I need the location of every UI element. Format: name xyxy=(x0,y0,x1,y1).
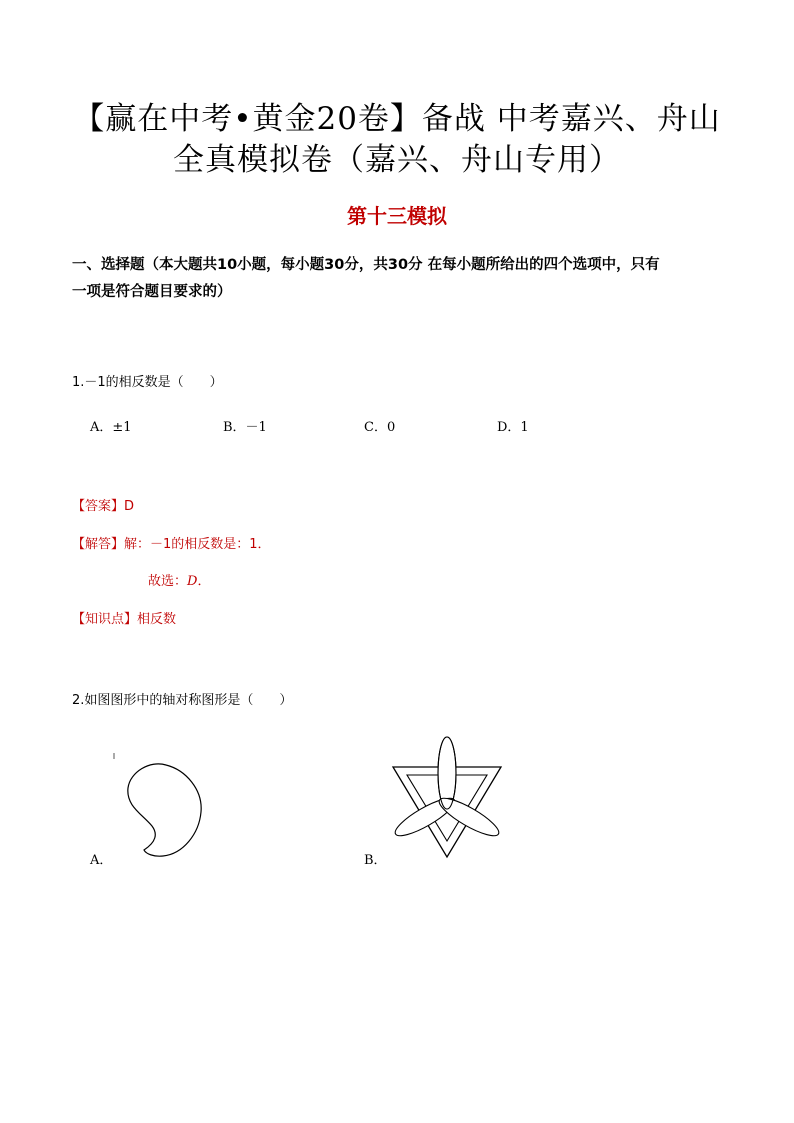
question-2-option-b: B． xyxy=(364,853,387,868)
section-header-line-1: 一、选择题（本大题共10小题，每小题30分，共30分 在每小题所给出的四个选项中，只有 xyxy=(72,257,660,273)
choice-suffix: ． xyxy=(197,574,211,589)
section-header-line-2: 一项是符合题目要求的） xyxy=(72,284,232,300)
document-subtitle: 第十三模拟 xyxy=(347,204,447,228)
figure-a-outline xyxy=(128,764,201,856)
figure-b-triangle-ellipses xyxy=(385,733,510,861)
solution-text: 解：－1的相反数是：1． xyxy=(124,537,271,552)
question-1-option-c: C．0 xyxy=(364,420,396,435)
answer-tag: 【答案】 xyxy=(72,499,125,514)
question-1-stem: 1.－1的相反数是（ ） xyxy=(72,375,223,390)
choice-value: D xyxy=(187,574,198,589)
solution-tag: 【解答】 xyxy=(72,537,125,552)
question-1-answer xyxy=(72,495,134,514)
question-1-option-b: B．－1 xyxy=(223,420,267,435)
choice-prefix: 故选： xyxy=(148,574,188,589)
section-header xyxy=(72,252,732,306)
figure-b-ellipse-right xyxy=(435,792,503,842)
question-1-option-d: D．1 xyxy=(497,420,529,435)
document-title-line-2: 全真模拟卷（嘉兴、舟山专用） xyxy=(173,142,621,178)
question-1-choice xyxy=(148,570,210,589)
question-2-option-a: A． xyxy=(90,853,113,868)
document-title-line-1: 【赢在中考•黄金20卷】备战 中考嘉兴、舟山 xyxy=(73,101,721,137)
figure-a-comma-shape xyxy=(108,750,218,862)
knowledge-text: 相反数 xyxy=(137,612,177,627)
question-1-knowledge xyxy=(72,608,176,627)
knowledge-tag: 【知识点】 xyxy=(72,612,138,627)
question-2-stem: 2.如图图形中的轴对称图形是（ ） xyxy=(72,693,293,708)
question-1-solution xyxy=(72,533,271,552)
answer-value: D xyxy=(124,499,135,514)
question-1-option-a: A．±1 xyxy=(90,420,132,435)
